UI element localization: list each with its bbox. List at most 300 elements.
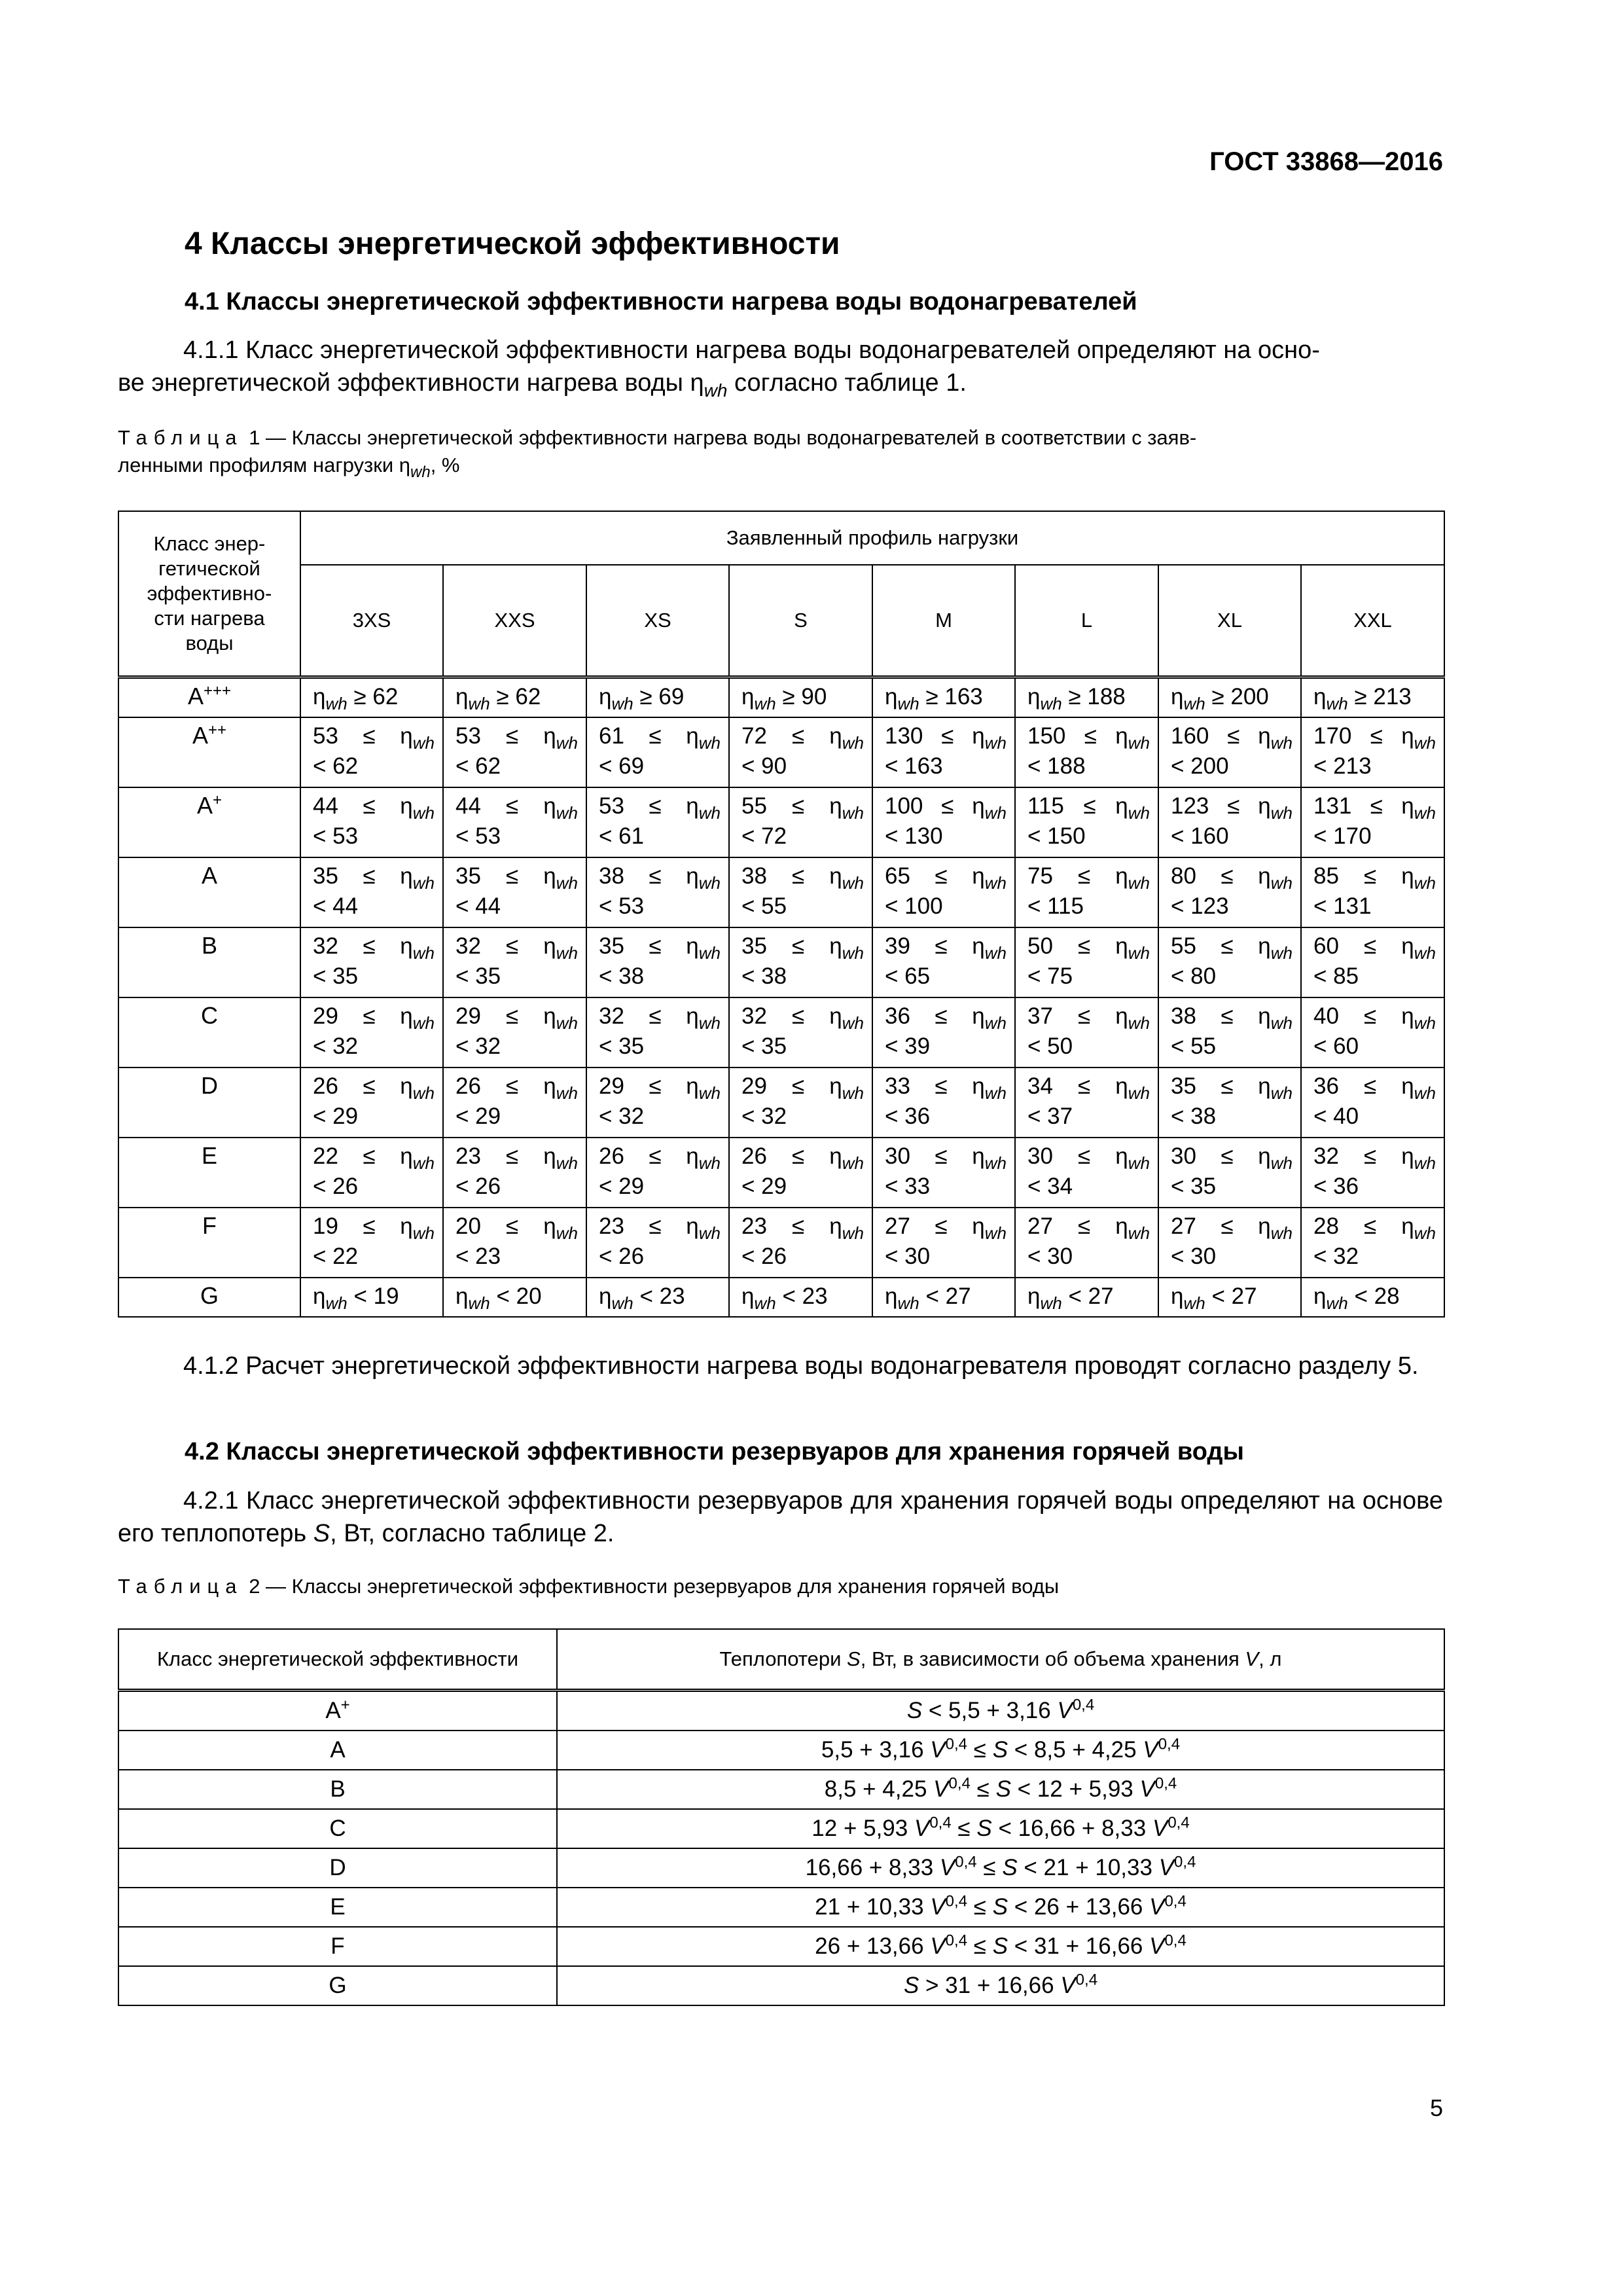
table1-value-cell — [586, 717, 729, 787]
table2-caption — [118, 1573, 1443, 1600]
eta-symbol: $\eta_{wh}$ — [543, 793, 578, 823]
table2-formula-cell: 16,66 + 8,33 V$^{0,4}$ ≤ S < 21 + 10,33 V$^{0,4}$ — [557, 1848, 1444, 1888]
range-line-lower — [455, 1072, 578, 1102]
eta-symbol: $\eta_{wh}$ — [313, 1283, 348, 1313]
range-le-sign: ≤ — [1078, 1073, 1091, 1099]
range-line-lower — [1313, 1002, 1436, 1032]
table1-value-cell — [586, 857, 729, 927]
table1-value-cell — [872, 927, 1015, 997]
table2-class-cell: E — [118, 1888, 557, 1927]
range-le-sign: ≤ — [649, 793, 662, 819]
range-le-sign: ≤ — [1084, 723, 1097, 749]
range-upper-bound: < 26 — [313, 1174, 359, 1199]
eta-subscript: wh — [556, 1083, 578, 1103]
eta-symbol: $\eta_{wh}$ — [599, 1283, 633, 1313]
eta-subscript: wh — [1128, 803, 1150, 823]
range-line-lower — [313, 1142, 435, 1172]
range-le-sign: ≤ — [1083, 793, 1096, 819]
eta-subscript: wh — [842, 943, 864, 963]
range-lower-bound: 29 — [455, 1003, 481, 1029]
eta-subscript: wh — [556, 803, 578, 823]
range-upper-bound: < 160 — [1171, 823, 1229, 849]
range-line-lower — [1171, 1072, 1293, 1102]
eta-symbol: $\eta_{wh}$ — [455, 684, 490, 713]
table-row — [118, 1691, 1444, 1731]
eta-subscript: wh — [842, 1223, 864, 1243]
range-le-sign: ≤ — [792, 793, 805, 819]
table1-value-cell: $\eta_{wh} \ge 90$ — [729, 677, 872, 718]
formula-variable: V — [1060, 1973, 1076, 1998]
range-upper-bound: < 90 — [741, 753, 787, 779]
table1-value-cell — [1015, 1208, 1158, 1278]
table2-class-cell: A+ — [118, 1691, 557, 1731]
table1-value-cell — [1015, 1138, 1158, 1208]
eta-symbol: $\eta_{wh}$ — [1171, 1283, 1205, 1313]
table-row — [118, 857, 1444, 927]
eta-symbol: $\eta_{wh}$ — [400, 793, 435, 823]
range-le-sign: ≤ — [363, 723, 376, 749]
range-line-lower — [455, 792, 578, 822]
table1-value-cell — [872, 717, 1015, 787]
eta-subscript: wh — [412, 873, 435, 893]
table1-value-cell — [586, 927, 729, 997]
table2-heatloss-header: Теплопотери S, Вт, в зависимости об объема хранения V, л — [557, 1629, 1444, 1691]
range-le-sign: ≤ — [1221, 1073, 1234, 1099]
table1-value-cell — [1158, 857, 1301, 927]
range-upper-bound: < 26 — [599, 1244, 645, 1269]
range-lower-bound: 130 — [885, 723, 923, 749]
range-line-lower — [741, 932, 864, 962]
table1-value-cell: $\eta_{wh} \ge 62$ — [443, 677, 586, 718]
range-upper-bound: < 75 — [1027, 963, 1073, 989]
eta-subscript: wh — [897, 694, 919, 713]
table1-value-cell: $\eta_{wh} < 28$ — [1301, 1278, 1444, 1317]
table1-value-cell — [586, 787, 729, 857]
eta-subscript: wh — [556, 733, 578, 753]
range-line-lower — [885, 722, 1007, 752]
table1-value-cell — [1015, 997, 1158, 1067]
class-plus-marks: ++ — [207, 721, 227, 739]
eta-symbol: $\eta_{wh}$ — [400, 1003, 435, 1033]
range-le-sign: ≤ — [941, 793, 954, 819]
range-line-lower — [1313, 792, 1436, 822]
table2-caption-text: — Классы энергетической эффективности резервуаров для хранения горячей воды — [260, 1575, 1060, 1598]
range-upper-bound: < 69 — [599, 753, 645, 779]
eta-subscript: wh — [984, 803, 1007, 823]
table2-formula-cell: S < 5,5 + 3,16 V$^{0,4}$ — [557, 1691, 1444, 1731]
table1-class-cell: A — [118, 857, 300, 927]
range-line-lower — [885, 862, 1007, 892]
page-number: 5 — [1429, 2094, 1443, 2121]
range-line-lower — [1171, 1002, 1293, 1032]
range-line-lower — [313, 792, 435, 822]
formula-exponent: 0,4 — [1154, 1774, 1177, 1793]
range-upper-bound: < 35 — [1171, 1174, 1217, 1199]
table1-class-cell: B — [118, 927, 300, 997]
table2-storage-efficiency-classes — [118, 1628, 1445, 2006]
eta-subscript: wh — [984, 943, 1007, 963]
range-lower-bound: 32 — [1313, 1143, 1339, 1169]
range-upper-bound: < 100 — [885, 893, 943, 919]
eta-subscript: wh — [1183, 694, 1205, 713]
eta-subscript: wh — [842, 1083, 864, 1103]
formula-variable: V — [1149, 1894, 1165, 1920]
eta-symbol: $\eta_{wh}$ — [400, 1213, 435, 1243]
eta-subscript: wh — [698, 1223, 721, 1243]
range-le-sign: ≤ — [935, 1003, 948, 1029]
table1-value-cell — [1301, 787, 1444, 857]
table1-value-cell — [1015, 857, 1158, 927]
table1-value-cell — [300, 1138, 443, 1208]
table1-value-cell — [1301, 1067, 1444, 1138]
range-lower-bound: 50 — [1027, 933, 1053, 959]
formula-variable: S — [992, 1894, 1008, 1920]
range-le-sign: ≤ — [506, 1213, 519, 1239]
formula-variable: V — [914, 1816, 930, 1841]
table1-value-cell — [729, 927, 872, 997]
eta-subscript: wh — [754, 1293, 776, 1313]
table-row — [118, 677, 1444, 718]
eta-symbol: $\eta_{wh}$ — [686, 1073, 721, 1103]
range-upper-bound: < 32 — [313, 1033, 359, 1059]
table2-formula-cell: 5,5 + 3,16 V$^{0,4}$ ≤ S < 8,5 + 4,25 V$^{0,4}$ — [557, 1731, 1444, 1770]
eta-subscript: wh — [1128, 1223, 1150, 1243]
eta-symbol: $\eta_{wh}$ — [1115, 1213, 1150, 1243]
range-le-sign: ≤ — [1364, 1073, 1377, 1099]
formula-variable: V — [1149, 1933, 1165, 1959]
range-le-sign: ≤ — [792, 1073, 805, 1099]
range-le-sign: ≤ — [649, 1143, 662, 1169]
range-line-lower — [741, 722, 864, 752]
eta-symbol: $\eta_{wh}$ — [1171, 684, 1205, 713]
range-line-lower — [885, 932, 1007, 962]
range-line-lower — [885, 792, 1007, 822]
table1-efficiency-classes — [118, 511, 1445, 1318]
range-lower-bound: 55 — [741, 793, 767, 819]
range-le-sign: ≤ — [363, 863, 376, 889]
eta-subscript: wh — [984, 873, 1007, 893]
table2-formula-cell: 8,5 + 4,25 V$^{0,4}$ ≤ S < 12 + 5,93 V$^{0,4}$ — [557, 1770, 1444, 1809]
range-lower-bound: 32 — [455, 933, 481, 959]
range-lower-bound: 75 — [1027, 863, 1053, 889]
eta-subscript: wh — [611, 1293, 633, 1313]
range-le-sign: ≤ — [363, 1213, 376, 1239]
range-le-sign: ≤ — [363, 933, 376, 959]
eta-subscript: wh — [842, 873, 864, 893]
range-le-sign: ≤ — [1364, 1143, 1377, 1169]
eta-symbol: $\eta_{wh}$ — [543, 1213, 578, 1243]
range-line-lower — [599, 1002, 721, 1032]
table1-value-cell — [1158, 787, 1301, 857]
eta-symbol: $\eta_{wh}$ — [543, 723, 578, 753]
eta-subscript: wh — [468, 1293, 490, 1313]
table1-value-cell — [872, 787, 1015, 857]
range-line-lower — [313, 932, 435, 962]
range-line-lower — [885, 1002, 1007, 1032]
table1-caption-line2-post: , % — [430, 454, 460, 476]
table1-value-cell — [443, 1208, 586, 1278]
range-upper-bound: < 29 — [313, 1103, 359, 1129]
formula-variable: S — [906, 1698, 923, 1723]
range-upper-bound: < 50 — [1027, 1033, 1073, 1059]
range-lower-bound: 80 — [1171, 863, 1196, 889]
range-lower-bound: 36 — [1313, 1073, 1339, 1099]
eta-subscript: wh — [698, 873, 721, 893]
range-line-lower — [599, 1212, 721, 1242]
range-upper-bound: < 44 — [313, 893, 359, 919]
range-line-lower — [1313, 1072, 1436, 1102]
table1-value-cell — [1158, 927, 1301, 997]
table-row — [118, 997, 1444, 1067]
table1-value-cell — [586, 997, 729, 1067]
range-le-sign: ≤ — [506, 1143, 519, 1169]
eta-symbol: $\eta_{wh}$ — [400, 1143, 435, 1173]
eta-subscript: wh — [556, 1153, 578, 1173]
range-lower-bound: 38 — [1171, 1003, 1196, 1029]
range-upper-bound: < 23 — [455, 1244, 501, 1269]
eta-symbol: $\eta_{wh}$ — [1258, 723, 1293, 753]
table-row — [118, 1848, 1444, 1888]
eta-symbol: $\eta_{wh}$ — [1115, 1143, 1150, 1173]
formula-variable: S — [995, 1776, 1011, 1802]
range-upper-bound: < 39 — [885, 1033, 931, 1059]
table2-class-cell: A — [118, 1731, 557, 1770]
table1-value-cell: $\eta_{wh} < 23$ — [729, 1278, 872, 1317]
eta-subscript: wh — [754, 694, 776, 713]
table-row — [118, 1927, 1444, 1966]
eta-symbol: $\eta_{wh}$ — [1027, 1283, 1062, 1313]
eta-symbol: $\eta_{wh}$ — [400, 1073, 435, 1103]
range-line-lower — [1027, 1072, 1150, 1102]
table1-class-cell: A++ — [118, 717, 300, 787]
document-id: ГОСТ 33868—2016 — [1209, 147, 1443, 176]
range-le-sign: ≤ — [792, 723, 805, 749]
range-line-lower — [1313, 862, 1436, 892]
range-le-sign: ≤ — [1364, 1003, 1377, 1029]
table1-value-cell — [729, 1067, 872, 1138]
table1-value-cell — [729, 1208, 872, 1278]
range-line-lower — [455, 1142, 578, 1172]
eta-symbol: $\eta_{wh}$ — [599, 684, 633, 713]
eta-subscript: wh — [412, 1153, 435, 1173]
eta-subscript: wh — [412, 1013, 435, 1033]
range-line-lower — [741, 1002, 864, 1032]
eta-symbol: $\eta_{wh}$ — [829, 1213, 864, 1243]
range-le-sign: ≤ — [1364, 933, 1377, 959]
paragraph-4-2-1 — [118, 1484, 1443, 1550]
range-upper-bound: < 130 — [885, 823, 943, 849]
table1-value-cell — [300, 717, 443, 787]
eta-symbol: $\eta_{wh}$ — [686, 1003, 721, 1033]
range-lower-bound: 160 — [1171, 723, 1209, 749]
range-lower-bound: 36 — [885, 1003, 910, 1029]
eta-subscript: wh — [1270, 1153, 1293, 1173]
eta-symbol: $\eta_{wh}$ — [1115, 1073, 1150, 1103]
range-upper-bound: < 80 — [1171, 963, 1217, 989]
table-row — [118, 787, 1444, 857]
eta-subscript: wh — [698, 733, 721, 753]
eta-symbol: $\eta_{wh}$ — [1258, 793, 1293, 823]
table1-profile-header: 3XS — [300, 565, 443, 677]
range-lower-bound: 23 — [599, 1213, 624, 1239]
formula-variable: V — [930, 1737, 946, 1763]
range-line-lower — [1171, 792, 1293, 822]
eta-symbol: $\eta_{wh}$ — [1258, 1143, 1293, 1173]
eta-symbol: $\eta_{wh}$ — [543, 1073, 578, 1103]
range-le-sign: ≤ — [506, 723, 519, 749]
eta-symbol: $\eta_{wh}$ — [1115, 1003, 1150, 1033]
eta-subscript: wh — [1040, 694, 1062, 713]
paragraph-4-1-2-text: 4.1.2 Расчет энергетической эффективности нагрева воды водонагревателя проводят согласно разделу 5. — [183, 1352, 1419, 1380]
range-line-lower — [1313, 1142, 1436, 1172]
range-lower-bound: 150 — [1027, 723, 1066, 749]
range-line-lower — [599, 722, 721, 752]
range-upper-bound: < 150 — [1027, 823, 1086, 849]
table-row — [118, 927, 1444, 997]
range-le-sign: ≤ — [1221, 933, 1234, 959]
formula-variable: V — [930, 1933, 946, 1959]
range-upper-bound: < 85 — [1313, 963, 1359, 989]
table1-value-cell — [872, 997, 1015, 1067]
eta-subscript: wh — [1128, 1153, 1150, 1173]
table1-value-cell — [1158, 717, 1301, 787]
class-plus-marks: + — [213, 791, 223, 809]
eta-symbol: $\eta_{wh}$ — [455, 1283, 490, 1313]
range-line-lower — [313, 862, 435, 892]
table1-value-cell — [1301, 717, 1444, 787]
table1-value-cell — [1301, 1208, 1444, 1278]
table-row — [118, 717, 1444, 787]
range-upper-bound: < 123 — [1171, 893, 1229, 919]
eta-symbol: $\eta_{wh}$ — [829, 863, 864, 893]
range-le-sign: ≤ — [1364, 1213, 1377, 1239]
range-lower-bound: 85 — [1313, 863, 1339, 889]
range-line-lower — [599, 1142, 721, 1172]
table1-value-cell: $\eta_{wh} \ge 69$ — [586, 677, 729, 718]
formula-variable: V — [1158, 1855, 1175, 1880]
range-le-sign: ≤ — [506, 933, 519, 959]
range-line-lower — [599, 792, 721, 822]
range-upper-bound: < 29 — [599, 1174, 645, 1199]
formula-variable: V — [930, 1894, 946, 1920]
eta-symbol: $\eta_{wh}$ — [972, 933, 1007, 963]
table1-class-header-text: Класс энер-гетической эффективно-сти нагрева воды — [147, 532, 272, 655]
range-upper-bound: < 38 — [599, 963, 645, 989]
range-line-lower — [885, 1072, 1007, 1102]
range-le-sign: ≤ — [506, 793, 519, 819]
table1-caption-text: — Классы энергетической эффективности нагрева воды водонагревателей в соответствии с заяв- — [260, 426, 1197, 449]
range-le-sign: ≤ — [792, 1213, 805, 1239]
table2-class-cell: C — [118, 1809, 557, 1848]
range-le-sign: ≤ — [506, 1003, 519, 1029]
table1-value-cell — [1301, 1138, 1444, 1208]
eta-symbol: $\eta_{wh}$ — [543, 863, 578, 893]
table1-profile-header: XXL — [1301, 565, 1444, 677]
table1-value-cell — [1015, 1067, 1158, 1138]
range-upper-bound: < 188 — [1027, 753, 1086, 779]
table2-class-cell: B — [118, 1770, 557, 1809]
table1-value-cell — [872, 857, 1015, 927]
range-line-lower — [313, 1072, 435, 1102]
range-upper-bound: < 35 — [741, 1033, 787, 1059]
table-row — [118, 1067, 1444, 1138]
range-upper-bound: < 115 — [1027, 893, 1084, 919]
table1-class-cell: E — [118, 1138, 300, 1208]
range-lower-bound: 27 — [1171, 1213, 1196, 1239]
eta-subscript: wh — [1270, 1223, 1293, 1243]
table1-class-header — [118, 511, 300, 677]
table1-value-cell: $\eta_{wh} < 23$ — [586, 1278, 729, 1317]
eta-subscript: wh — [1414, 803, 1436, 823]
table1-value-cell — [300, 787, 443, 857]
range-upper-bound: < 30 — [1027, 1244, 1073, 1269]
range-le-sign: ≤ — [935, 1073, 948, 1099]
table1-profile-header: M — [872, 565, 1015, 677]
range-le-sign: ≤ — [792, 863, 805, 889]
eta-symbol: $\eta_{wh}$ — [1258, 1213, 1293, 1243]
range-lower-bound: 29 — [599, 1073, 624, 1099]
table1-value-cell — [729, 717, 872, 787]
table-row — [118, 1138, 1444, 1208]
eta-symbol: $\eta_{wh}$ — [1401, 1003, 1436, 1033]
eta-symbol: $\eta_{wh}$ — [829, 1003, 864, 1033]
table2-class-cell: D — [118, 1848, 557, 1888]
range-le-sign: ≤ — [1221, 1143, 1234, 1169]
table2-class-header: Класс энергетической эффективности — [118, 1629, 557, 1691]
range-le-sign: ≤ — [1370, 793, 1383, 819]
table1-value-cell — [729, 787, 872, 857]
range-lower-bound: 28 — [1313, 1213, 1339, 1239]
paragraph-4-2-1-text: 4.2.1 Класс энергетической эффективности резервуаров для хранения горячей воды определяют на основе его теплопотерь S, Вт, согласно таблице 2. — [118, 1487, 1443, 1547]
range-lower-bound: 23 — [741, 1213, 767, 1239]
table-row — [118, 1208, 1444, 1278]
eta-subscript: wh — [1414, 1013, 1436, 1033]
range-upper-bound: < 32 — [455, 1033, 501, 1059]
table1-value-cell: $\eta_{wh} < 27$ — [1158, 1278, 1301, 1317]
range-le-sign: ≤ — [792, 1143, 805, 1169]
range-line-lower — [313, 722, 435, 752]
range-upper-bound: < 53 — [313, 823, 359, 849]
eta-subscript: wh — [611, 694, 633, 713]
eta-subscript: wh — [842, 733, 864, 753]
table1-value-cell — [1301, 997, 1444, 1067]
eta-subscript: wh — [698, 803, 721, 823]
range-le-sign: ≤ — [1078, 863, 1091, 889]
paragraph-4-1-2 — [118, 1350, 1443, 1382]
eta-subscript: wh — [556, 873, 578, 893]
table1-value-cell — [1015, 787, 1158, 857]
table1-value-cell — [872, 1067, 1015, 1138]
range-lower-bound: 40 — [1313, 1003, 1339, 1029]
table1-value-cell — [300, 857, 443, 927]
formula-variable: V — [1152, 1816, 1168, 1841]
range-upper-bound: < 170 — [1313, 823, 1372, 849]
eta-symbol: $\eta_{wh}$ — [1027, 684, 1062, 713]
range-le-sign: ≤ — [363, 793, 376, 819]
eta-subscript: wh — [984, 1013, 1007, 1033]
range-upper-bound: < 61 — [599, 823, 645, 849]
table1-profile-header: S — [729, 565, 872, 677]
range-lower-bound: 39 — [885, 933, 910, 959]
table1-value-cell — [443, 857, 586, 927]
table1-value-cell — [1301, 927, 1444, 997]
range-upper-bound: < 35 — [455, 963, 501, 989]
table2-class-cell: G — [118, 1966, 557, 2005]
formula-variable: S — [992, 1933, 1008, 1959]
table2-formula-cell: S > 31 + 16,66 V$^{0,4}$ — [557, 1966, 1444, 2005]
range-le-sign: ≤ — [506, 863, 519, 889]
eta-subscript: wh — [1040, 1293, 1062, 1313]
